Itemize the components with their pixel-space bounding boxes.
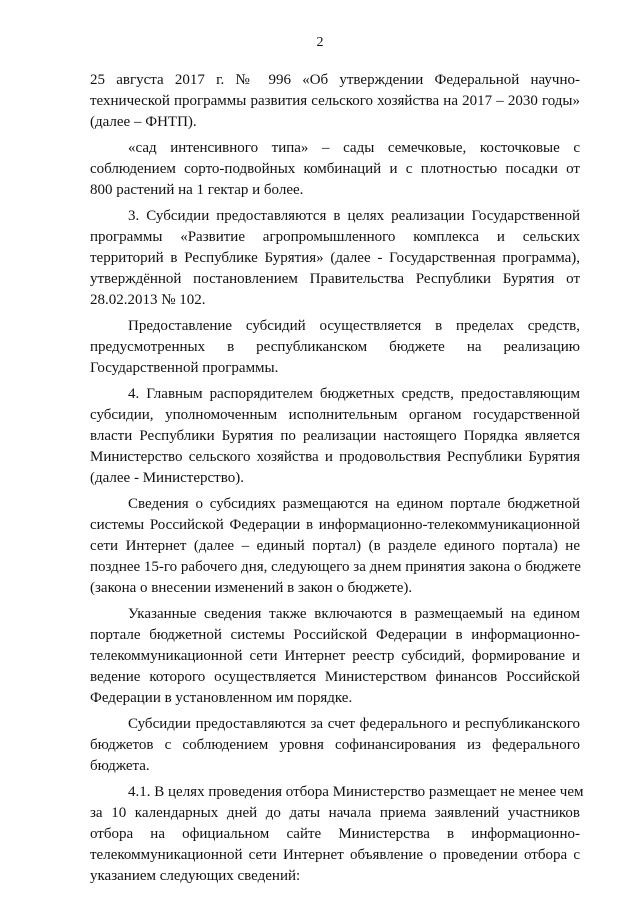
paragraph-line: 3. Субсидии предоставляются в целях реализации Государственной: [128, 208, 580, 224]
paragraph-line: Сведения о субсидиях размещаются на едином портале бюджетной: [128, 496, 580, 512]
paragraph-line: Субсидии предоставляются за счет федерального и республиканского: [128, 716, 580, 732]
paragraph-line: Государственной программы.: [90, 360, 279, 376]
paragraph: [90, 384, 580, 489]
paragraph-line: ведение которого осуществляется Министерством финансов Российской: [90, 669, 580, 685]
paragraph-line: территорий в Республике Бурятия» (далее - Государственная программа),: [90, 250, 580, 266]
paragraph-line: программы «Развитие агропромышленного комплекса и сельских: [90, 229, 580, 245]
paragraph-line: субсидии, уполномоченным исполнительным органом государственной: [90, 407, 580, 423]
paragraph-line: предусмотренных в республиканском бюджете на реализацию: [90, 339, 580, 355]
paragraph: [90, 316, 580, 379]
page-number: 2: [316, 35, 324, 50]
paragraph-line: (далее – ФНТП).: [90, 114, 197, 130]
paragraph: [90, 714, 580, 777]
paragraph-line: (закона о внесении изменений в закон о бюджете).: [90, 580, 413, 596]
paragraph-line: власти Республики Бурятия по реализации настоящего Порядка является: [90, 428, 580, 444]
paragraph-line: Предоставление субсидий осуществляется в пределах средств,: [128, 318, 580, 334]
paragraph-line: утверждённой постановлением Правительства Республики Бурятия от: [90, 271, 580, 287]
paragraph-line: портале бюджетной системы Российской Федерации в информационно-: [90, 627, 580, 643]
paragraph-line: позднее 15-го рабочего дня, следующего за днем принятия закона о бюджете: [90, 559, 581, 575]
paragraph-line: 28.02.2013 № 102.: [90, 292, 206, 308]
paragraph-line: (далее - Министерство).: [90, 470, 244, 486]
paragraph-line: бюджетов с соблюдением уровня софинансирования из федерального: [90, 737, 580, 753]
paragraph-line: соблюдением сорто-подвойных комбинаций и с плотностью посадки от: [90, 161, 580, 177]
paragraph-line: указанием следующих сведений:: [90, 868, 301, 884]
paragraph: [90, 70, 580, 133]
paragraph-line: Федерации в установленном им порядке.: [90, 690, 353, 706]
paragraph-line: сети Интернет (далее – единый портал) (в разделе единого портала) не: [90, 538, 580, 554]
document-body: [90, 70, 584, 892]
paragraph-line: Министерство сельского хозяйства и продовольствия Республики Бурятия: [90, 449, 580, 465]
paragraph-line: за 10 календарных дней до даты начала приема заявлений участников: [90, 805, 580, 821]
paragraph: [90, 604, 580, 709]
paragraph-line: системы Российской Федерации в информационно-телекоммуникационной: [90, 517, 580, 533]
paragraph-line: телекоммуникационной сети Интернет реестр субсидий, формирование и: [90, 648, 580, 664]
paragraph-line: «сад интенсивного типа» – сады семечковые, косточковые с: [128, 140, 580, 156]
paragraph-line: отбора на официальном сайте Министерства в информационно-: [90, 826, 580, 842]
paragraph-line: Указанные сведения также включаются в размещаемый на едином: [128, 606, 580, 622]
paragraph: [90, 494, 580, 599]
paragraph-line: бюджета.: [90, 758, 150, 774]
paragraph-line: 800 растений на 1 гектар и более.: [90, 182, 304, 198]
paragraph: [90, 782, 584, 887]
paragraph-line: 4.1. В целях проведения отбора Министерство размещает не менее чем: [128, 784, 584, 800]
paragraph-line: телекоммуникационной сети Интернет объявление о проведении отбора с: [90, 847, 580, 863]
paragraph: [90, 138, 580, 201]
paragraph-line: технической программы развития сельского хозяйства на 2017 – 2030 годы»: [90, 93, 580, 109]
paragraph-line: 4. Главным распорядителем бюджетных средств, предоставляющим: [128, 386, 580, 402]
paragraph: [90, 206, 580, 311]
paragraph-line: 25 августа 2017 г. № 996 «Об утверждении Федеральной научно-: [90, 72, 580, 88]
